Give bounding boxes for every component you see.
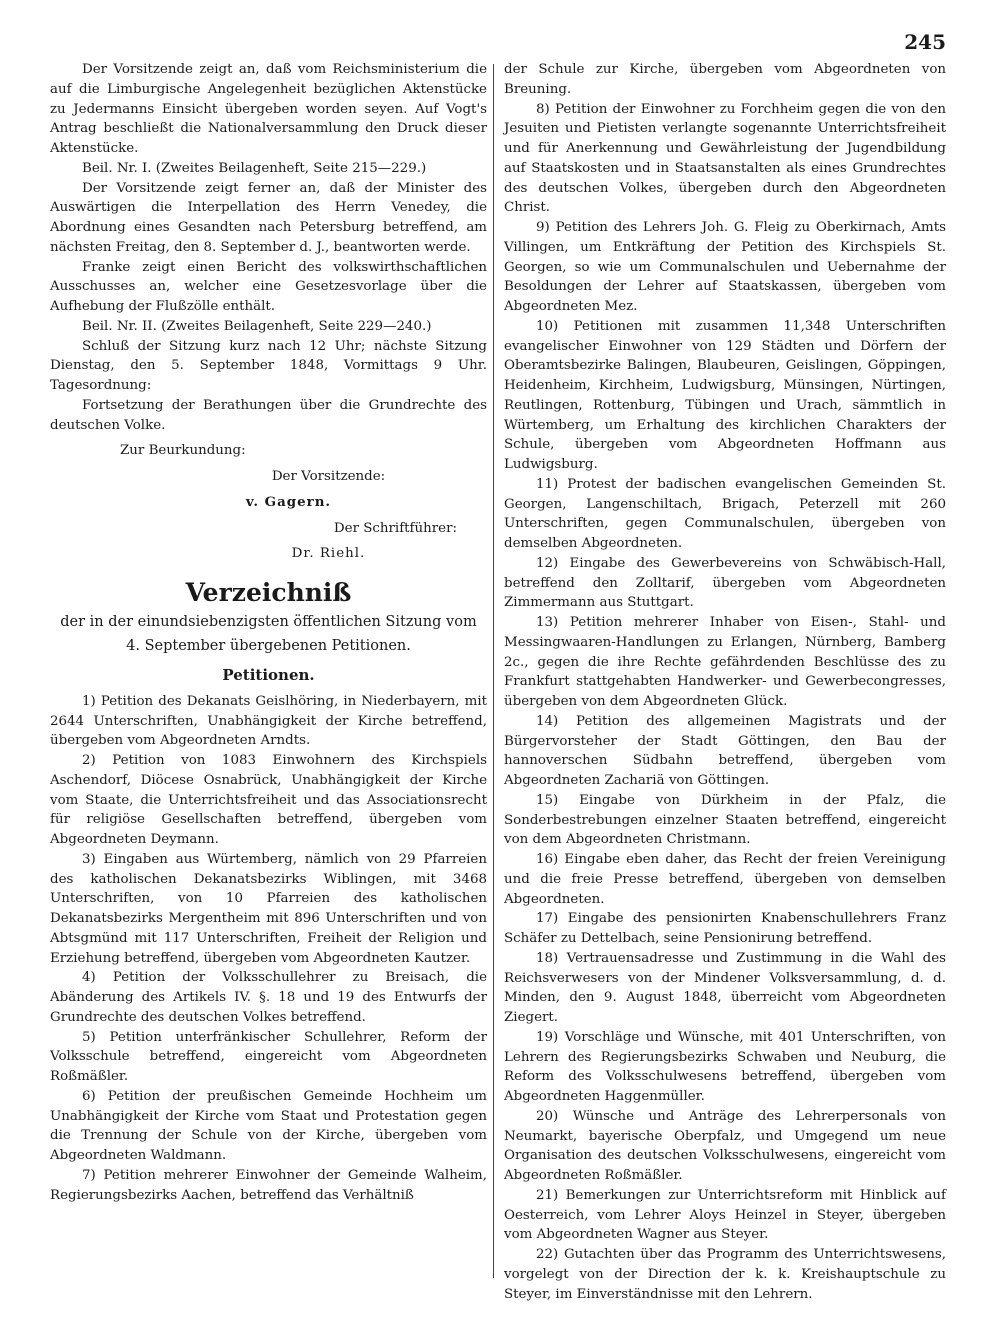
petition-item: 17) Eingabe des pensionirten Knabenschullehrers Franz Schäfer zu Dettelbach, seine Pensionirung betreffend. xyxy=(504,911,946,946)
petition-item: 18) Vertrauensadresse und Zustimmung in die Wahl des Reichsverwesers von der Mindener Volksversammlung, d. d. Minden, den 9. August 1848, überreicht vom Abgeordneten Ziegert. xyxy=(504,950,946,1025)
paragraph: Fortsetzung der Berathungen über die Grundrechte des deutschen Volke. xyxy=(50,397,487,433)
petition-item: 5) Petition unterfränkischer Schullehrer, Reform der Volksschule betreffend, eingereicht vom Abgeordneten Roßmäßler. xyxy=(50,1029,487,1084)
petition-item: 14) Petition des allgemeinen Magistrats und der Bürgervorsteher der Stadt Göttingen, den Bau der hannoverschen Südbahn betreffend, übergeben vom Abgeordneten Zachariä von Göttingen. xyxy=(504,713,946,788)
paragraph: Schluß der Sitzung kurz nach 12 Uhr; nächste Sitzung Dienstag, den 5. September 1848, Vormittags 9 Uhr. Tagesordnung: xyxy=(50,338,487,393)
petition-item: 20) Wünsche und Anträge des Lehrerpersonals von Neumarkt, bayerische Oberpfalz, und Umgegend um neue Organisation des deutschen Volksschulwesens, eingereicht vom Abgeordneten Roßmäßler. xyxy=(504,1108,946,1183)
petition-item: 7) Petition mehrerer Einwohner der Gemeinde Walheim, Regierungsbezirks Aachen, betreffend das Verhältniß xyxy=(50,1167,487,1203)
petition-item: 9) Petition des Lehrers Joh. G. Fleig zu Oberkirnach, Amts Villingen, um Entkräftung der Petition des Kirchspiels St. Georgen, so wie um Communalschulen und Uebernahme der Besoldungen der Lehrer auf Staatskassen, übergeben vom Abgeordneten Mez. xyxy=(504,220,946,314)
schriftfuehrer-name: Dr. Riehl. xyxy=(291,546,366,562)
petition-item: 10) Petitionen mit zusammen 11,348 Unterschriften evangelischer Einwohner von 129 Städten und Dörfern der Oberamtsbezirke Balingen, Blaubeuren, Geislingen, Göppingen, Heidenheim, Kirchheim, Ludwigsburg, Münsingen, Nürtingen, Reutlingen, Rottenburg, Tübingen und Urach, sämmtlich in Würtemberg, um Erhaltung des kirchlichen Charakters der Schule, übergeben vom Abgeordneten Hoffmann aus Ludwigsburg. xyxy=(504,318,946,472)
petition-item: 6) Petition der preußischen Gemeinde Hochheim um Unabhängigkeit der Kirche vom Staat und Protestation gegen die Trennung der Schule von der Kirche, übergeben vom Abgeordneten Waldmann. xyxy=(50,1088,487,1163)
right-column xyxy=(504,60,946,1304)
petition-continuation: der Schule zur Kirche, übergeben vom Abgeordneten von Breuning. xyxy=(504,62,946,97)
page-number: 245 xyxy=(904,30,946,54)
petition-item: 19) Vorschläge und Wünsche, mit 401 Unterschriften, von Lehrern des Regierungsbezirks Schwaben und Neuburg, die Reform des Volksschulwesens betreffend, übergeben vom Abgeordneten Haggenmüller. xyxy=(504,1029,946,1104)
verzeichniss-title: Verzeichniß xyxy=(185,578,352,607)
petition-item: 21) Bemerkungen zur Unterrichtsreform mit Hinblick auf Oesterreich, vom Lehrer Aloys Heinzel in Steyer, übergeben vom Abgeordneten Wagner aus Steyer. xyxy=(504,1187,946,1243)
verzeichniss-subtitle: 4. September übergebenen Petitionen. xyxy=(126,638,411,654)
beilage-reference: Beil. Nr. II. (Zweites Beilagenheft, Seite 229—240.) xyxy=(82,318,432,334)
vorsitzende-label: Der Vorsitzende: xyxy=(271,469,386,484)
petition-item: 11) Protest der badischen evangelischen Gemeinden St. Georgen, Langenschiltach, Brigach, Peterzell mit 260 Unterschriften, gegen Communalschulen, übergeben von demselben Abgeordneten. xyxy=(504,476,946,551)
petitionen-heading: Petitionen. xyxy=(222,666,315,684)
petition-item: 1) Petition des Dekanats Geislhöring, in Niederbayern, mit 2644 Unterschriften, Unabhängigkeit der Kirche betreffend, übergeben vom Abgeordneten Arndts. xyxy=(50,693,487,749)
beurkundung-line: Zur Beurkundung: xyxy=(120,443,246,459)
schriftfuehrer-label: Der Schriftführer: xyxy=(333,520,457,536)
paragraph: Franke zeigt einen Bericht des volkswirthschaftlichen Ausschusses an, welcher eine Gesetzesvorlage über die Aufhebung der Flußzölle enthält. xyxy=(50,259,487,314)
petition-item: 4) Petition der Volksschullehrer zu Breisach, die Abänderung des Artikels IV. §. 18 und 19 des Entwurfs der Grundrechte des deutschen Volkes betreffend. xyxy=(50,970,487,1025)
vorsitzende-name: v. Gagern. xyxy=(245,493,332,510)
verzeichniss-subtitle: der in der einundsiebenzigsten öffentlichen Sitzung vom xyxy=(60,614,477,630)
petition-item: 8) Petition der Einwohner zu Forchheim gegen die von den Jesuiten und Pietisten verlangte sogenannte Unterrichtsfreiheit und für Anerkennung und Gewährleistung der Jugendbildung auf Staatskosten und in Staatsanstalten als eines Grundrechtes des deutschen Volkes, übergeben durch den Abgeordneten Christ. xyxy=(504,101,946,216)
petition-item: 22) Gutachten über das Programm des Unterrichtswesens, vorgelegt von der Direction der k. k. Kreishauptschule zu Steyer, im Einverständnisse mit den Lehrern. xyxy=(504,1247,946,1302)
column-divider xyxy=(493,64,494,1278)
paragraph: Der Vorsitzende zeigt an, daß vom Reichsministerium die auf die Limburgische Angelegenheit bezüglichen Aktenstücke zu Jedermanns Einsicht übergeben worden seyen. Auf Vogt's Antrag beschließt die Nationalversammlung den Druck dieser Aktenstücke. xyxy=(50,62,487,156)
petition-item: 13) Petition mehrerer Inhaber von Eisen-, Stahl- und Messingwaaren-Handlungen zu Erlangen, Nürnberg, Bamberg 2c., gegen die ihre Rechte gefährdenden Beschlüsse des zu Frankfurt stattgehabten Handwerker- und Gewerbecongresses, übergeben von dem Abgeordneten Glück. xyxy=(504,615,946,709)
paragraph: Der Vorsitzende zeigt ferner an, daß der Minister des Auswärtigen die Interpellation des Herrn Venedey, die Abordnung eines Gesandten nach Petersburg betreffend, am nächsten Freitag, den 8. September d. J., beantworten werde. xyxy=(50,180,487,255)
petition-item: 15) Eingabe von Dürkheim in der Pfalz, die Sonderbestrebungen einzelner Staaten betreffend, eingereicht von dem Abgeordneten Christmann. xyxy=(504,792,946,848)
beilage-reference: Beil. Nr. I. (Zweites Beilagenheft, Seite 215—229.) xyxy=(82,160,427,176)
petition-item: 3) Eingaben aus Würtemberg, nämlich von 29 Pfarreien des katholischen Dekanatsbezirks Wiblingen, mit 3468 Unterschriften, von 10 Pfarreien des katholischen Dekanatsbezirks Mergentheim mit 896 Unterschriften und von Abtsgmünd mit 117 Unterschriften, Freiheit der Religion und Erziehung betreffend, übergeben vom Abgeordneten Kautzer. xyxy=(50,851,487,966)
petition-item: 12) Eingabe des Gewerbevereins von Schwäbisch-Hall, betreffend den Zolltarif, übergeben vom Abgeordneten Zimmermann aus Stuttgart. xyxy=(504,555,946,611)
left-column xyxy=(50,60,487,1205)
petition-item: 16) Eingabe eben daher, das Recht der freien Vereinigung und die freie Presse betreffend, übergeben von demselben Abgeordneten. xyxy=(504,852,946,907)
petition-item: 2) Petition von 1083 Einwohnern des Kirchspiels Aschendorf, Diöcese Osnabrück, Unabhängigkeit der Kirche vom Staate, die Unterrichtsfreiheit und das Associationsrecht für religiöse Gesellschaften betreffend, übergeben vom Abgeordneten Deymann. xyxy=(50,753,487,847)
